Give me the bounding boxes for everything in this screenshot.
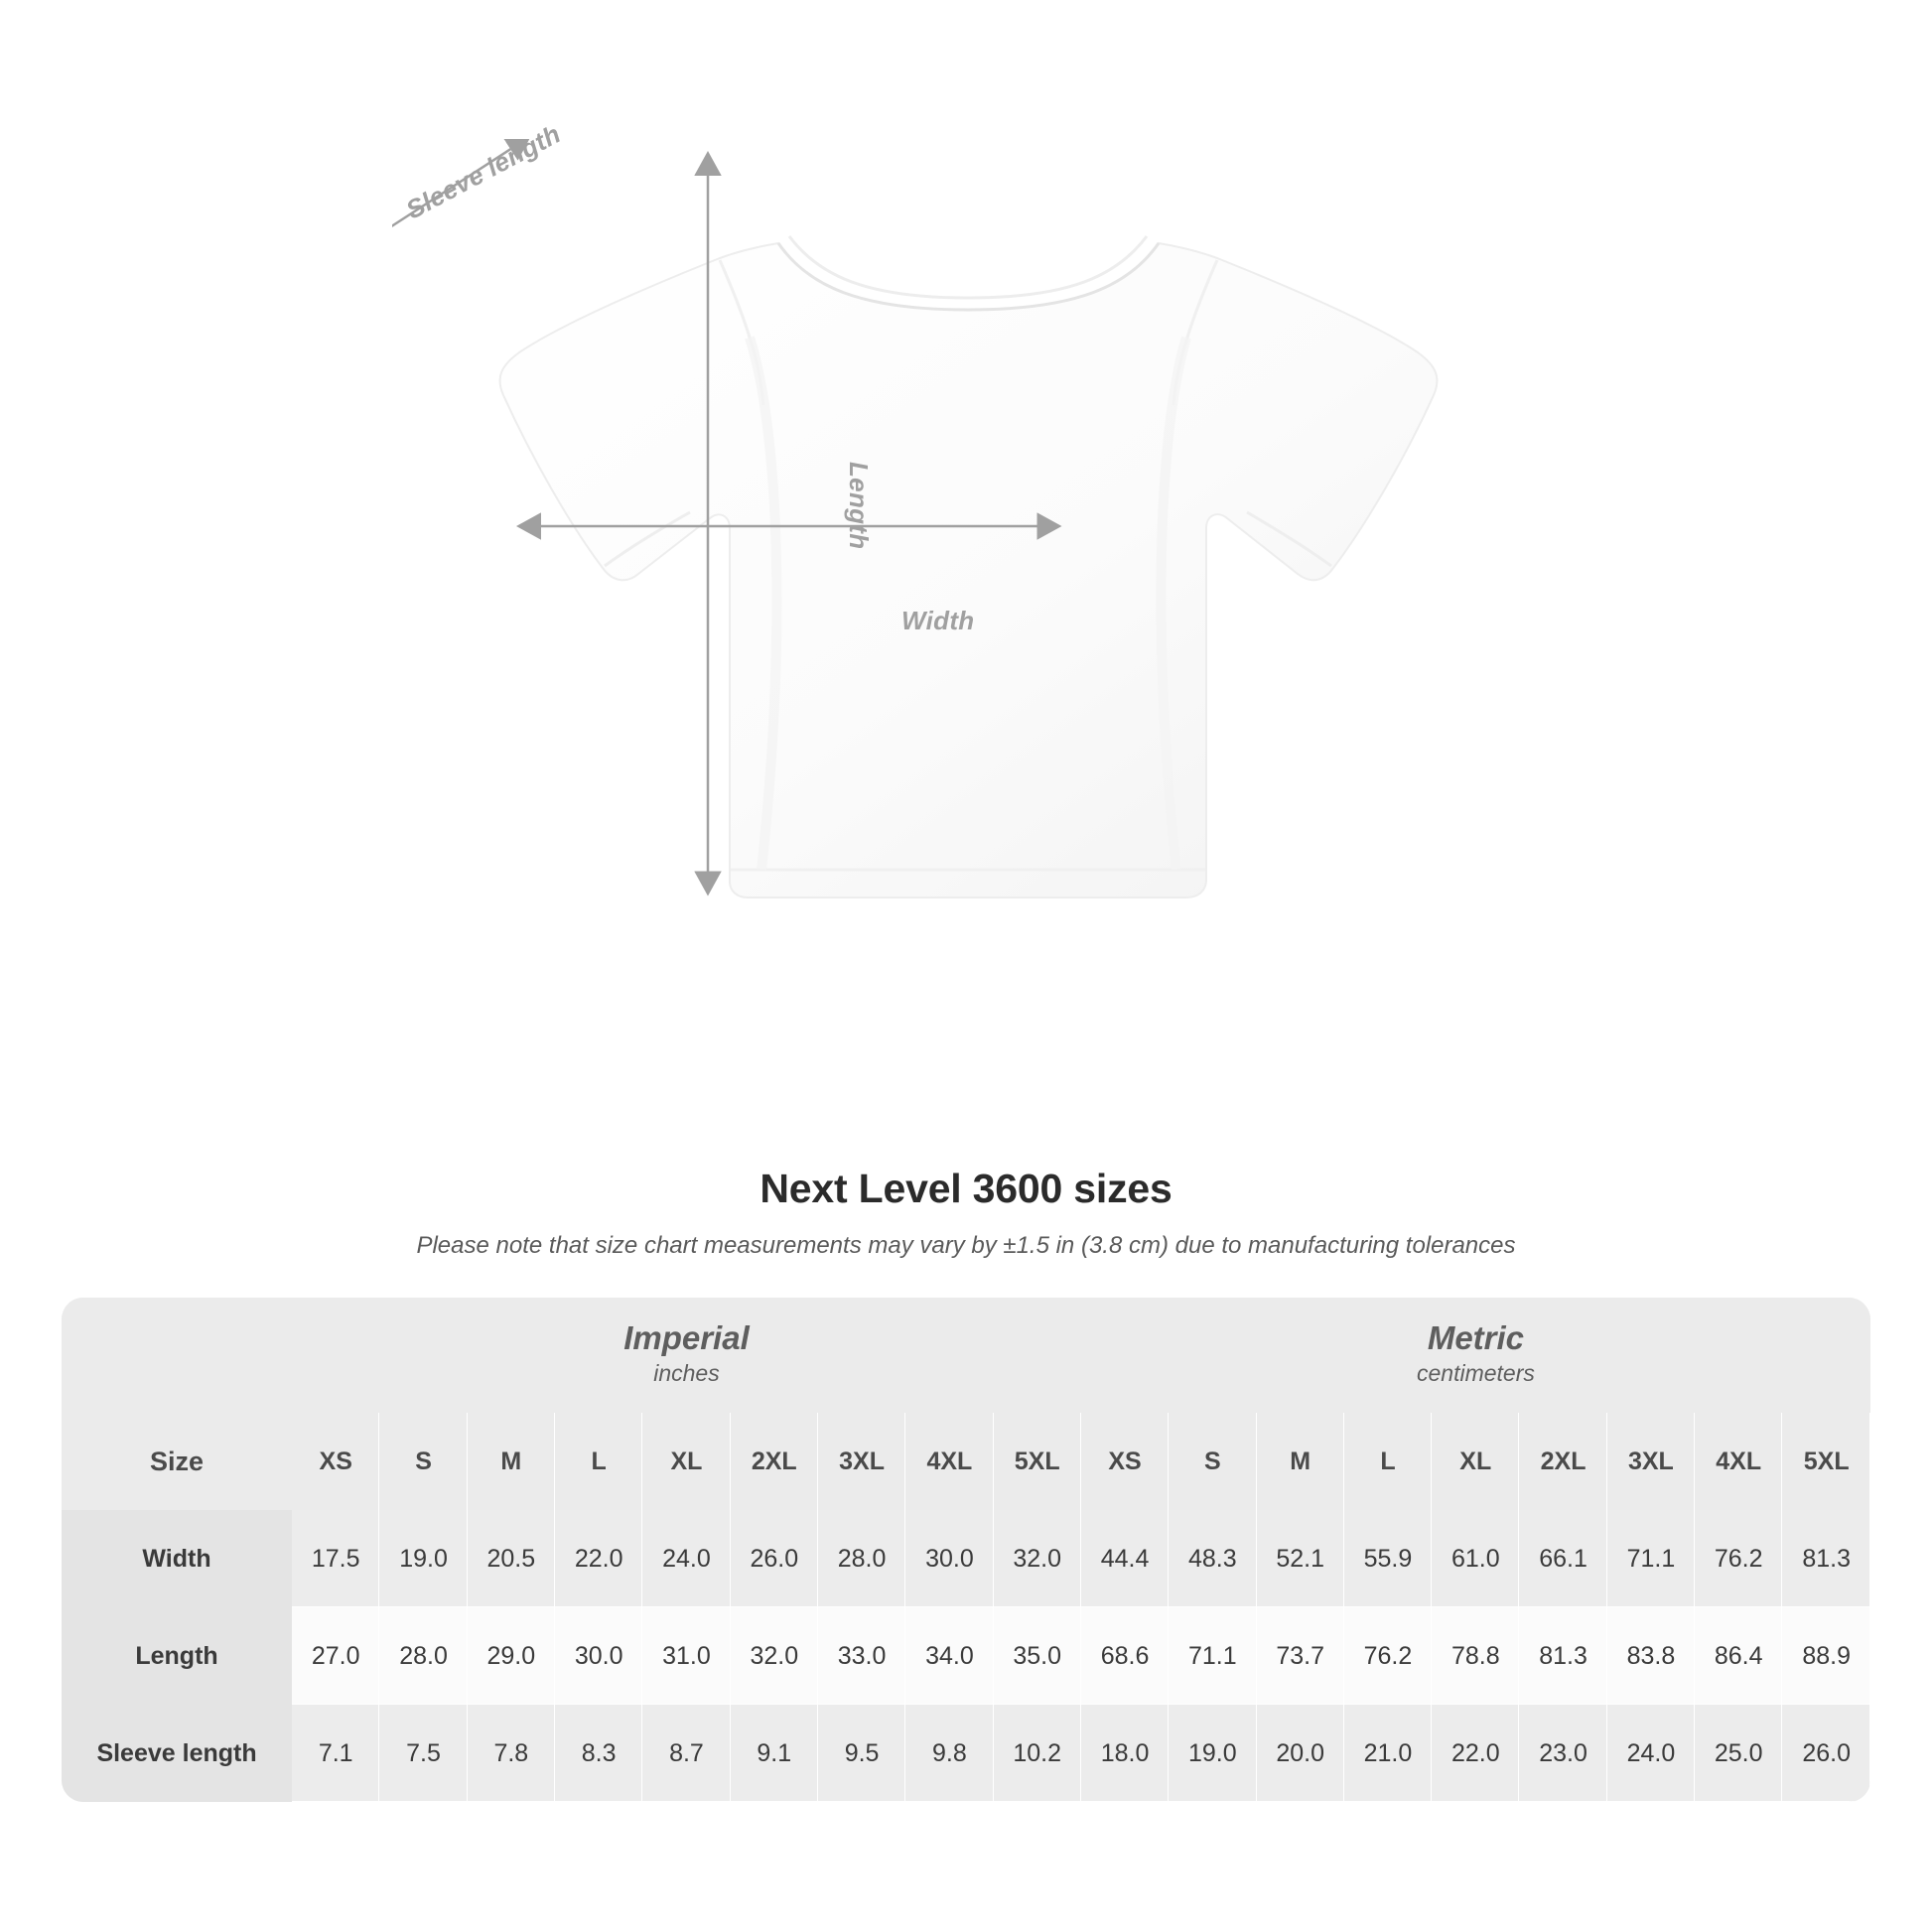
table-cell: 35.0 xyxy=(994,1607,1081,1705)
length-label: Length xyxy=(844,462,874,550)
table-cell: 8.7 xyxy=(642,1705,730,1802)
table-cell: 22.0 xyxy=(1432,1705,1519,1802)
size-column-header: 2XL xyxy=(731,1413,818,1510)
imperial-unit-sub: inches xyxy=(653,1360,720,1387)
size-column-header: 5XL xyxy=(1782,1413,1870,1510)
table-cell: 7.8 xyxy=(468,1705,555,1802)
table-cell: 73.7 xyxy=(1257,1607,1344,1705)
table-row xyxy=(62,1607,1870,1705)
size-column-header: S xyxy=(1169,1413,1256,1510)
size-column-header: 2XL xyxy=(1519,1413,1606,1510)
table-cell: 32.0 xyxy=(731,1607,818,1705)
size-table xyxy=(62,1298,1870,1802)
table-cell: 78.8 xyxy=(1432,1607,1519,1705)
table-cell: 18.0 xyxy=(1081,1705,1169,1802)
table-cell: 30.0 xyxy=(555,1607,642,1705)
table-cell: 19.0 xyxy=(1169,1705,1256,1802)
table-cell: 10.2 xyxy=(994,1705,1081,1802)
table-cell: 86.4 xyxy=(1695,1607,1782,1705)
table-cell: 23.0 xyxy=(1519,1705,1606,1802)
table-cell: 25.0 xyxy=(1695,1705,1782,1802)
row-label: Width xyxy=(62,1510,292,1607)
size-column-header: XS xyxy=(292,1413,379,1510)
table-cell: 88.9 xyxy=(1782,1607,1870,1705)
size-column-header: XL xyxy=(1432,1413,1519,1510)
table-cell: 81.3 xyxy=(1782,1510,1870,1607)
size-table-container xyxy=(62,1298,1870,1802)
size-column-header: M xyxy=(468,1413,555,1510)
table-cell: 9.5 xyxy=(818,1705,905,1802)
table-cell: 26.0 xyxy=(1782,1705,1870,1802)
title-block xyxy=(0,1166,1932,1260)
table-cell: 21.0 xyxy=(1344,1705,1432,1802)
metric-unit-name: Metric xyxy=(1427,1319,1525,1357)
table-cell: 9.1 xyxy=(731,1705,818,1802)
table-cell: 19.0 xyxy=(379,1510,467,1607)
unit-header-spacer xyxy=(62,1298,292,1413)
table-cell: 7.1 xyxy=(292,1705,379,1802)
table-cell: 48.3 xyxy=(1169,1510,1256,1607)
size-row-header: Size xyxy=(62,1413,292,1510)
table-cell: 24.0 xyxy=(1607,1705,1695,1802)
metric-unit-sub: centimeters xyxy=(1417,1360,1535,1387)
table-cell: 32.0 xyxy=(994,1510,1081,1607)
table-cell: 27.0 xyxy=(292,1607,379,1705)
size-column-header: L xyxy=(555,1413,642,1510)
table-cell: 22.0 xyxy=(555,1510,642,1607)
size-column-header: S xyxy=(379,1413,467,1510)
table-cell: 31.0 xyxy=(642,1607,730,1705)
size-column-header: M xyxy=(1257,1413,1344,1510)
table-cell: 24.0 xyxy=(642,1510,730,1607)
imperial-unit-header xyxy=(292,1298,1081,1413)
table-cell: 9.8 xyxy=(905,1705,993,1802)
table-cell: 52.1 xyxy=(1257,1510,1344,1607)
table-cell: 17.5 xyxy=(292,1510,379,1607)
table-cell: 26.0 xyxy=(731,1510,818,1607)
size-column-header: 3XL xyxy=(818,1413,905,1510)
table-cell: 61.0 xyxy=(1432,1510,1519,1607)
table-cell: 76.2 xyxy=(1695,1510,1782,1607)
row-label: Sleeve length xyxy=(62,1705,292,1802)
table-cell: 28.0 xyxy=(379,1607,467,1705)
table-cell: 44.4 xyxy=(1081,1510,1169,1607)
table-cell: 7.5 xyxy=(379,1705,467,1802)
table-cell: 34.0 xyxy=(905,1607,993,1705)
table-cell: 29.0 xyxy=(468,1607,555,1705)
table-cell: 68.6 xyxy=(1081,1607,1169,1705)
tshirt-body-shape xyxy=(500,236,1438,897)
size-column-header: 4XL xyxy=(1695,1413,1782,1510)
table-cell: 20.5 xyxy=(468,1510,555,1607)
table-cell: 81.3 xyxy=(1519,1607,1606,1705)
table-cell: 8.3 xyxy=(555,1705,642,1802)
page-title: Next Level 3600 sizes xyxy=(759,1166,1173,1211)
table-cell: 71.1 xyxy=(1607,1510,1695,1607)
table-cell: 28.0 xyxy=(818,1510,905,1607)
size-column-header: 3XL xyxy=(1607,1413,1695,1510)
table-row xyxy=(62,1705,1870,1802)
imperial-unit-name: Imperial xyxy=(623,1319,750,1357)
width-label: Width xyxy=(901,606,975,635)
size-column-header: 4XL xyxy=(905,1413,993,1510)
size-column-header: XL xyxy=(642,1413,730,1510)
size-column-header: XS xyxy=(1081,1413,1169,1510)
metric-unit-header xyxy=(1081,1298,1870,1413)
size-header-row xyxy=(62,1413,1870,1510)
table-cell: 30.0 xyxy=(905,1510,993,1607)
tolerance-note: Please note that size chart measurements may vary by ±1.5 in (3.8 cm) due to manufacturing tolerances xyxy=(416,1232,1516,1259)
table-cell: 20.0 xyxy=(1257,1705,1344,1802)
table-cell: 33.0 xyxy=(818,1607,905,1705)
table-cell: 76.2 xyxy=(1344,1607,1432,1705)
unit-header-row xyxy=(62,1298,1870,1413)
row-label: Length xyxy=(62,1607,292,1705)
size-column-header: L xyxy=(1344,1413,1432,1510)
size-column-header: 5XL xyxy=(994,1413,1081,1510)
table-row xyxy=(62,1510,1870,1607)
sleeve-length-label: Sleeve length xyxy=(401,118,566,225)
table-cell: 71.1 xyxy=(1169,1607,1256,1705)
table-cell: 83.8 xyxy=(1607,1607,1695,1705)
table-cell: 66.1 xyxy=(1519,1510,1606,1607)
table-cell: 55.9 xyxy=(1344,1510,1432,1607)
